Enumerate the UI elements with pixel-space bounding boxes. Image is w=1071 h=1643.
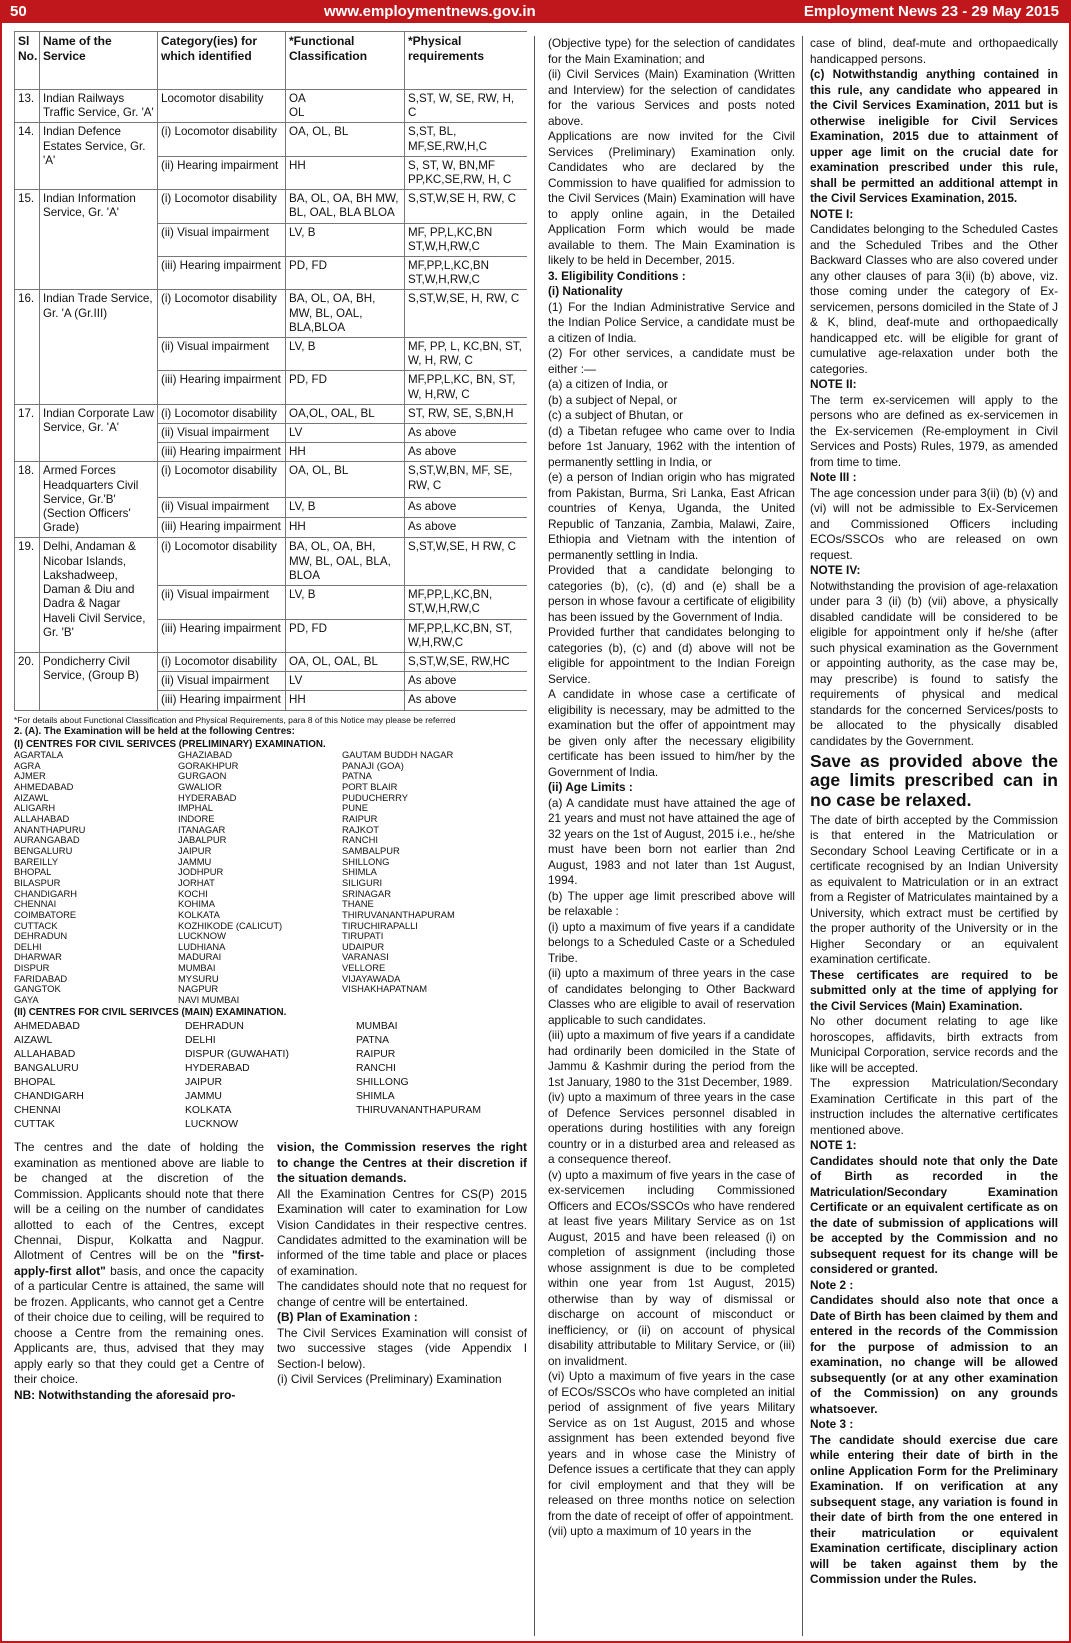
physical-cell: MF,PP,L,KC, BN, ST, W, H,RW, C: [405, 371, 528, 404]
centre-name: SILIGURI: [342, 877, 383, 888]
centre-name: KOLKATA: [185, 1105, 232, 1117]
centre-name: AJMER: [14, 771, 46, 782]
centre-name: SRINAGAR: [342, 888, 391, 899]
column-divider: [534, 36, 535, 1636]
centre-name: CUTTACK: [14, 920, 58, 931]
category-cell: (i) Locomotor disability: [158, 123, 286, 156]
functional-cell: BA, OL, OA, BH, MW, BL, OAL, BLA, BLOA: [286, 538, 405, 586]
paragraph: (c) Notwithstandig anything contained in this rule, any candidate who appeared in the Civil Services Examination, 2011 but is otherwise ineligible for Civil Services Examination, 2015 due to attainment of upper age limit on the crucial date for examination prescribed under this rule, shall be permitted an additional attempt in the Civil Services Examination, 2015.: [810, 67, 1058, 205]
table-row: [15, 190, 528, 223]
low-vision-text: All the Examination Centres for CS(P) 2015 Examination will cater to examination for Low Vision Candidates in their respective centres. Candidates admitted to the examination will be informed of the time table and place or places of examination.: [277, 1186, 527, 1278]
functional-cell: HH: [286, 691, 405, 710]
centre-name: THIRUVANANTHAPURAM: [342, 909, 455, 920]
functional-cell: LV: [286, 424, 405, 443]
table-row: [15, 404, 528, 423]
nb-text: NB: Notwithstanding the aforesaid pro-: [14, 1387, 236, 1402]
centre-name: AIZAWL: [14, 1035, 53, 1047]
centre-name: MUMBAI: [356, 1021, 398, 1033]
physical-cell: S,ST,W,SE H, RW, C: [405, 190, 528, 223]
list-item: (e) a person of Indian origin who has migrated from Pakistan, Burma, Sri Lanka, East African countries of Kenya, Uganda, the United Republic of Tanzania, Zambia, Malawi, Zaire, Ethiopia and Vietnam with the intention of permanently settling in India.: [548, 470, 795, 562]
centre-name: ITANAGAR: [178, 824, 226, 835]
prelim-centres-list: [14, 750, 527, 1006]
serial-cell: 18.: [15, 462, 40, 538]
paragraph: The date of birth accepted by the Commission is that entered in the Matriculation or Secondary School Leaving Certificate or in a certificate recognised by an Indian University as equivalent to Matriculation or in an extract from a Register of Matriculates maintained by a University, which extract must be certified by the proper authority of the University or in the Higher Secondary or an equivalent examination certificate.: [810, 812, 1058, 967]
category-cell: Locomotor disability: [158, 90, 286, 123]
centre-name: JAIPUR: [185, 1077, 222, 1089]
functional-cell: LV: [286, 672, 405, 691]
centre-name: SHIMLA: [356, 1091, 395, 1103]
category-cell: (i) Locomotor disability: [158, 404, 286, 423]
physical-cell: MF, PP, L, KC,BN, ST, W, H, RW, C: [405, 338, 528, 371]
centre-name: BENGALURU: [14, 845, 73, 856]
physical-cell: As above: [405, 691, 528, 710]
centre-name: PUDUCHERRY: [342, 792, 408, 803]
category-cell: (iii) Hearing impairment: [158, 619, 286, 652]
centre-name: DEHRADUN: [14, 931, 68, 942]
column-header: Name of the Service: [40, 32, 158, 90]
plan-heading: (B) Plan of Examination :: [277, 1310, 418, 1325]
note-heading: NOTE II:: [810, 377, 857, 391]
eligibility-heading: 3. Eligibility Conditions :: [548, 268, 686, 283]
centre-name: RAJKOT: [342, 824, 379, 835]
category-cell: (ii) Visual impairment: [158, 497, 286, 517]
functional-cell: LV, B: [286, 586, 405, 619]
paragraph: The age concession under para 3(ii) (b) (v) and (vi) will not be admissible to Ex-Servicemen and Commissioned Officers including ECOs/SSCOs who are released on own request.: [810, 485, 1058, 562]
paragraph: The candidate should exercise due care while entering their date of birth in the online Application Form for the Preliminary Examination. If on verification at any subsequent stage, any variation is found in their date of birth from the one entered in their matriculation or equivalent Examination certificate, disciplinary action will be taken against them by the Commission under the Rules.: [810, 1432, 1058, 1587]
physical-cell: S,ST, W, SE, RW, H, C: [405, 90, 528, 123]
main-centres-list: [14, 1020, 527, 1132]
centre-name: BANGALURU: [14, 1063, 79, 1075]
centre-name: BHOPAL: [14, 1077, 56, 1089]
left-column: [14, 31, 527, 1639]
service-name-cell: Pondicherry Civil Service, (Group B): [40, 652, 158, 710]
note-heading: Note 3 :: [810, 1417, 854, 1432]
table-row: [15, 462, 528, 497]
paragraph: (vi) Upto a maximum of five years in the case of ECOs/SSCOs who have completed an initial period of assignment of five years Military Service as on 1st August, 2015 and whose assignment has been extended beyond five years and in whose case the Ministry of Defence issues a certificate that they can apply for civil employment and that they will be released on three months notice on selection from the date of receipt of offer of appointment.: [548, 1369, 795, 1523]
functional-cell: LV, B: [286, 497, 405, 517]
physical-cell: As above: [405, 672, 528, 691]
physical-cell: S, ST, W, BN,MF PP,KC,SE,RW, H, C: [405, 156, 528, 189]
centre-name: GHAZIABAD: [178, 750, 233, 761]
functional-cell: PD, FD: [286, 619, 405, 652]
table-row: [15, 90, 528, 123]
paragraph: A candidate in whose case a certificate of eligibility is necessary, may be admitted to the examination but the offer of appointment may be given only after the necessary eligibility certificate has been issued to him/her by the Government of India.: [548, 687, 795, 779]
centre-name: HYDERABAD: [178, 792, 237, 803]
physical-cell: ST, RW, SE, S,BN,H: [405, 404, 528, 423]
notes-column: [810, 36, 1058, 1642]
serial-cell: 20.: [15, 652, 40, 710]
page-banner: [2, 2, 1071, 23]
physical-cell: As above: [405, 518, 528, 538]
centre-name: JABALPUR: [178, 835, 227, 846]
table-row: [15, 538, 528, 586]
prelim-centres-heading: (I) CENTRES FOR CIVIL SERIVCES (PRELIMINARY) EXAMINATION.: [14, 738, 326, 750]
category-cell: (ii) Visual impairment: [158, 586, 286, 619]
bottom-text: [14, 1140, 527, 1403]
centre-name: BHOPAL: [14, 867, 52, 878]
serial-cell: 16.: [15, 290, 40, 404]
paragraph: Applications are now invited for the Civil Services (Preliminary) Examination only. Candidates who are declared by the Commission to have qualified for admission to the Civil Services (Main) Examination will have to apply online again, in the Detailed Application Form which would be made available to them. The Main Examination is likely to be held in December, 2015.: [548, 129, 795, 267]
note-heading: NOTE I:: [810, 206, 854, 221]
note-heading: Note III :: [810, 470, 857, 484]
paragraph: The term ex-servicemen will apply to the persons who are defined as ex-servicemen in the Ex-servicemen (Re-employment in Civil Services and Posts) Rules, 1979, as amended from time to time.: [810, 392, 1058, 469]
category-cell: (i) Locomotor disability: [158, 538, 286, 586]
centre-name: SHILLONG: [342, 856, 390, 867]
centre-name: GORAKHPUR: [178, 760, 239, 771]
category-cell: (i) Locomotor disability: [158, 652, 286, 671]
centre-name: INDORE: [178, 813, 215, 824]
centre-name: NAVI MUMBAI: [178, 995, 240, 1006]
category-cell: (i) Locomotor disability: [158, 190, 286, 223]
physical-cell: MF,PP,L,KC,BN ST,W,H,RW,C: [405, 257, 528, 290]
functional-cell: OA, OL, BL: [286, 462, 405, 497]
column-header: Sl No.: [15, 32, 40, 90]
first-apply-first-allot: "first-apply-first allot": [14, 1248, 265, 1278]
paragraph: (Objective type) for the selection of candidates for the Main Examination; and: [548, 36, 795, 66]
note-heading: NOTE IV:: [810, 563, 861, 577]
centre-name: DISPUR: [14, 963, 50, 974]
paragraph: Notwithstanding the provision of age-relaxation under para 3 (ii) (b) (vii) above, a physically disabled candidate will be considered to be eligible for appointment only if he/she (after such physical examination as the Government or appointing authority, as the case may be, may prescribe) is found to satisfy the requirements of physical and medical standards for the concerned Services/posts to be allocated to the physically disabled candidates by the Government.: [810, 578, 1058, 748]
physical-cell: S,ST,W,SE, H RW, C: [405, 538, 528, 586]
centre-name: RAIPUR: [356, 1049, 396, 1061]
centre-name: PATNA: [356, 1035, 390, 1047]
issue-label: Employment News 23 - 29 May 2015: [803, 3, 1059, 20]
note-heading: NOTE 1:: [810, 1138, 857, 1153]
table-row: [15, 123, 528, 156]
commission-reserves-text: vision, the Commission reserves the right to change the Centres at their discretion if the situation demands.: [277, 1140, 527, 1186]
centre-name: THIRUVANANTHAPURAM: [356, 1105, 482, 1117]
physical-cell: As above: [405, 424, 528, 443]
list-item: (c) a subject of Bhutan, or: [548, 408, 684, 422]
centre-name: SHIMLA: [342, 867, 377, 878]
centre-name: SAMBALPUR: [342, 845, 400, 856]
centre-name: TIRUCHIRAPALLI: [342, 920, 418, 931]
physical-cell: MF,PP,L,KC,BN, ST,W,H,RW,C: [405, 586, 528, 619]
functional-cell: HH: [286, 443, 405, 462]
centre-name: AURANGABAD: [14, 835, 80, 846]
age-limits-heading: (ii) Age Limits :: [548, 780, 633, 794]
page-number: 50: [10, 3, 27, 20]
paragraph: The expression Matriculation/Secondary Examination Certificate in this part of the instruction includes the alternative certificates mentioned above.: [810, 1076, 1058, 1137]
serial-cell: 14.: [15, 123, 40, 190]
centre-name: VELLORE: [342, 963, 386, 974]
prelim-exam-text: (i) Civil Services (Preliminary) Examination: [277, 1372, 502, 1387]
centre-name: GAYA: [14, 995, 39, 1006]
category-cell: (ii) Visual impairment: [158, 672, 286, 691]
centre-name: ANANTHAPURU: [14, 824, 86, 835]
functional-cell: HH: [286, 156, 405, 189]
centre-name: DELHI: [14, 941, 42, 952]
serial-cell: 15.: [15, 190, 40, 290]
centre-name: GANGTOK: [14, 984, 61, 995]
centre-name: AHMEDABAD: [14, 1021, 80, 1033]
list-item: (d) a Tibetan refugee who came over to India before 1st January, 1962 with the intention of permanently settling in India, or: [548, 423, 795, 469]
service-name-cell: Indian Railways Traffic Service, Gr. 'A': [40, 90, 158, 123]
functional-cell: LV, B: [286, 223, 405, 256]
centre-name: ALLAHABAD: [14, 1049, 76, 1061]
service-name-cell: Delhi, Andaman & Nicobar Islands, Lakshadweep, Daman & Diu and Dadra & Nagar Haveli Civil Service, Gr. 'B': [40, 538, 158, 652]
note-heading: Note 2 :: [810, 1277, 854, 1292]
centre-name: DELHI: [185, 1035, 216, 1047]
paragraph: Candidates belonging to the Scheduled Castes and the Scheduled Tribes and the Other Backward Classes who are also covered under any other clauses of para 3(ii) (b) above, viz. those coming under the category of Ex-servicemen, persons domiciled in the State of J & K, blind, deaf-mute and orthopaedically handicapped etc. will be eligible for grant of cumulative age-relaxation under both the categories.: [810, 222, 1058, 376]
paragraph: case of blind, deaf-mute and orthopaedically handicapped persons.: [810, 36, 1058, 66]
centre-name: PATNA: [342, 771, 372, 782]
centre-name: JAMMU: [185, 1091, 222, 1103]
centre-name: LUCKNOW: [178, 931, 226, 942]
website-url[interactable]: www.employmentnews.gov.in: [324, 3, 536, 20]
service-name-cell: Indian Trade Service, Gr. 'A (Gr.III): [40, 290, 158, 404]
functional-cell: PD, FD: [286, 371, 405, 404]
centre-name: KOLKATA: [178, 909, 220, 920]
category-cell: (iii) Hearing impairment: [158, 257, 286, 290]
centre-name: MUMBAI: [178, 963, 216, 974]
centre-name: SHILLONG: [356, 1077, 409, 1089]
paragraph: (ii) Civil Services (Main) Examination (Written and Interview) for the selection of candidates for the various Services and posts noted above.: [548, 67, 795, 128]
age-limits-callout: Save as provided above the age limits prescribed can in no case be relaxed.: [810, 751, 1058, 810]
centre-name: LUDHIANA: [178, 941, 226, 952]
paragraph: Provided further that candidates belonging to categories (b), (c) and (d) above will not be eligible for appointment to the Indian Foreign Service.: [548, 625, 795, 686]
service-name-cell: Armed Forces Headquarters Civil Service, Gr.'B' (Section Officers' Grade): [40, 462, 158, 538]
centre-name: THANE: [342, 899, 374, 910]
centre-name: LUCKNOW: [185, 1119, 239, 1131]
category-cell: (i) Locomotor disability: [158, 290, 286, 338]
category-cell: (iii) Hearing impairment: [158, 443, 286, 462]
centre-name: AHMEDABAD: [14, 781, 74, 792]
paragraph: (ii) upto a maximum of three years in the case of candidates belonging to Other Backward Classes who are eligible to avail of reservation applicable to such candidates.: [548, 966, 795, 1027]
functional-cell: OA OL: [286, 90, 405, 123]
centre-name: AGRA: [14, 760, 41, 771]
centre-name: MYSURU: [178, 973, 219, 984]
physical-cell: MF, PP,L,KC,BN ST,W,H,RW,C: [405, 223, 528, 256]
centre-name: GWALIOR: [178, 781, 222, 792]
functional-cell: BA, OL, OA, BH, MW, BL, OAL, BLA,BLOA: [286, 290, 405, 338]
functional-cell: OA, OL, BL: [286, 123, 405, 156]
centre-name: PANAJI (GOA): [342, 760, 404, 771]
physical-cell: MF,PP,L,KC,BN, ST, W,H,RW,C: [405, 619, 528, 652]
physical-cell: As above: [405, 443, 528, 462]
centre-name: RANCHI: [356, 1063, 396, 1075]
centre-name: [342, 995, 527, 1006]
category-cell: (i) Locomotor disability: [158, 462, 286, 497]
no-change-text: The candidates should note that no request for change of centre will be entertained.: [277, 1279, 527, 1309]
functional-cell: LV, B: [286, 338, 405, 371]
paragraph: (2) For other services, a candidate must be either :—: [548, 346, 795, 376]
centre-name: ALIGARH: [14, 803, 56, 814]
functional-cell: OA, OL, OAL, BL: [286, 652, 405, 671]
centre-name: DHARWAR: [14, 952, 62, 963]
centre-name: KOCHI: [178, 888, 208, 899]
centre-name: TIRUPATI: [342, 931, 384, 942]
centres-intro: 2. (A). The Examination will be held at the following Centres:: [14, 725, 295, 737]
centre-name: COIMBATORE: [14, 909, 77, 920]
centre-name: DISPUR (GUWAHATI): [185, 1049, 289, 1061]
centre-name: FARIDABAD: [14, 973, 68, 984]
physical-cell: S,ST,W,BN, MF, SE, RW, C: [405, 462, 528, 497]
paragraph: (1) For the Indian Administrative Service and the Indian Police Service, a candidate must be a citizen of India.: [548, 299, 795, 345]
centre-name: ALLAHABAD: [14, 813, 70, 824]
service-table-body: [15, 90, 528, 711]
list-item: (b) a subject of Nepal, or: [548, 392, 678, 407]
service-name-cell: Indian Information Service, Gr. 'A': [40, 190, 158, 290]
centre-name: IMPHAL: [178, 803, 213, 814]
physical-cell: S,ST,W,SE, H, RW, C: [405, 290, 528, 338]
centre-name: BILASPUR: [14, 877, 61, 888]
centre-name: CHANDIGARH: [14, 888, 78, 899]
category-cell: (iii) Hearing impairment: [158, 371, 286, 404]
centre-name: PUNE: [342, 803, 369, 814]
paragraph: Provided that a candidate belonging to categories (b), (c), (d) and (e) shall be a person in whose favour a certificate of eligibility has been issued by the Government of India.: [548, 563, 795, 624]
table-row: [15, 652, 528, 671]
serial-cell: 13.: [15, 90, 40, 123]
centre-name: GAUTAM BUDDH NAGAR: [342, 750, 454, 761]
centre-name: VISHAKHAPATNAM: [342, 984, 428, 995]
bottom-mid-text: [277, 1140, 527, 1403]
serial-cell: 19.: [15, 538, 40, 652]
column-header: Category(ies) for which identified: [158, 32, 286, 90]
centre-name: KOHIMA: [178, 899, 215, 910]
category-cell: (ii) Hearing impairment: [158, 156, 286, 189]
table-footnote: *For details about Functional Classification and Physical Requirements, para 8 of this Notice may please be referred: [14, 714, 456, 725]
paragraph: (b) The upper age limit prescribed above will be relaxable :: [548, 888, 795, 918]
centre-name: AGARTALA: [14, 750, 64, 761]
centre-name: VARANASI: [342, 952, 389, 963]
centre-name: MADURAI: [178, 952, 222, 963]
plan-text: The Civil Services Examination will consist of two successive stages (vide Appendix I Section-I below).: [277, 1325, 527, 1371]
nationality-heading: (i) Nationality: [548, 284, 623, 298]
functional-cell: PD, FD: [286, 257, 405, 290]
category-cell: (ii) Visual impairment: [158, 338, 286, 371]
centre-name: GURGAON: [178, 771, 227, 782]
centre-name: NAGPUR: [178, 984, 219, 995]
centres-ceiling-text: basis, and once the capacity of a particular Centre is attained, the same will be frozen. Applicants, who cannot get a Centre of their choice due to ceiling, will be required to choose a Centre from the remaining ones. Applicants are, thus, advised that they may apply early so that they could get a Centre of their choice.: [14, 1263, 264, 1387]
centre-name: CHENNAI: [14, 899, 57, 910]
main-centres-heading: (II) CENTRES FOR CIVIL SERIVCES (MAIN) EXAMINATION.: [14, 1006, 287, 1018]
centre-name: JORHAT: [178, 877, 215, 888]
paragraph: (i) upto a maximum of five years if a candidate belongs to a Scheduled Caste or a Scheduled Tribe.: [548, 919, 795, 965]
paragraph: (iv) upto a maximum of three years in the case of Defence Services personnel disabled in operations during hostilities with any foreign country or in a disturbed area and released as a consequence thereof.: [548, 1090, 795, 1166]
category-cell: (iii) Hearing impairment: [158, 518, 286, 538]
service-name-cell: Indian Corporate Law Service, Gr. 'A': [40, 404, 158, 462]
centres-change-text: The centres and the date of holding the examination as mentioned above are liable to be changed at the discretion of the Commission. Applicants should note that there will be a ceiling on the number of candidates allotted to each of the Centres, except Chennai, Dispur, Kolkatta and Nagpur. Allotment of Centres will be on the: [14, 1140, 264, 1263]
centre-name: CHANDIGARH: [14, 1091, 84, 1103]
table-header-row: [15, 32, 528, 90]
column-divider: [802, 36, 803, 1636]
eligibility-column: [548, 36, 795, 1642]
centre-name: VIJAYAWADA: [342, 973, 401, 984]
paragraph: These certificates are required to be submitted only at the time of applying for the Civil Services (Main) Examination.: [810, 967, 1058, 1013]
category-cell: (ii) Visual impairment: [158, 223, 286, 256]
centre-name: DEHRADUN: [185, 1021, 244, 1033]
centre-name: CHENNAI: [14, 1105, 61, 1117]
column-header: *Functional Classification: [286, 32, 405, 90]
category-cell: (iii) Hearing impairment: [158, 691, 286, 710]
category-cell: (ii) Visual impairment: [158, 424, 286, 443]
list-item: (a) a citizen of India, or: [548, 377, 668, 391]
centre-name: RANCHI: [342, 835, 378, 846]
functional-cell: BA, OL, OA, BH MW, BL, OAL, BLA BLOA: [286, 190, 405, 223]
centre-name: UDAIPUR: [342, 941, 385, 952]
paragraph: (v) upto a maximum of five years in the case of ex-servicemen including Commissioned Officers and ECOs/SSCOs who have rendered at least five years Military Service as on 1st August, 2015 and have been released (i) on completion of assignment (including those whose assignment is due to be completed within one year from 1st August, 2015) otherwise than by way of dismissal or discharge on account of misconduct or inefficiency, or (ii) on account of physical disability attributable to Military Service, or (iii) on invalidment.: [548, 1167, 795, 1368]
functional-cell: HH: [286, 518, 405, 538]
centre-name: KOZHIKODE (CALICUT): [178, 920, 283, 931]
functional-cell: OA,OL, OAL, BL: [286, 404, 405, 423]
paragraph: Candidates should note that only the Date of Birth as recorded in the Matriculation/Secondary Examination Certificate or an equivalent certificate as on the date of submission of applications will be accepted by the Commission and no subsequent request for its change will be considered or granted.: [810, 1153, 1058, 1277]
centre-name: [356, 1118, 526, 1132]
physical-cell: As above: [405, 497, 528, 517]
column-header: *Physical requirements: [405, 32, 528, 90]
centre-name: PORT BLAIR: [342, 781, 398, 792]
service-name-cell: Indian Defence Estates Service, Gr. 'A': [40, 123, 158, 190]
paragraph: (iii) upto a maximum of five years if a candidate had ordinarily been domiciled in the State of Jammu & Kashmir during the period from the 1st January, 1980 to the 31st December, 1989.: [548, 1028, 795, 1089]
centre-name: CUTTAK: [14, 1119, 55, 1131]
centre-name: RAIPUR: [342, 813, 378, 824]
paragraph: (a) A candidate must have attained the age of 21 years and must not have attained the age of 32 years on the 1st of August, 2015 i.e., he/she must have been born not earlier than 2nd August, 1983 and not later than 1st August, 1994.: [548, 795, 795, 887]
centre-name: HYDERABAD: [185, 1063, 250, 1075]
paragraph: (vii) upto a maximum of 10 years in the: [548, 1524, 752, 1538]
centre-name: JODHPUR: [178, 867, 224, 878]
paragraph: Candidates should also note that once a Date of Birth has been claimed by them and entered in the records of the Commission for the purpose of admission to an examination, no change will be allowed subsequently (or at any other examination of the Commission) on any grounds whatsoever.: [810, 1293, 1058, 1416]
table-row: [15, 290, 528, 338]
bottom-left-text: [14, 1140, 264, 1403]
physical-cell: S,ST,W,SE, RW,HC: [405, 652, 528, 671]
centre-name: AIZAWL: [14, 792, 49, 803]
centre-name: BAREILLY: [14, 856, 59, 867]
centre-name: JAIPUR: [178, 845, 212, 856]
physical-cell: S,ST, BL, MF,SE,RW,H,C: [405, 123, 528, 156]
serial-cell: 17.: [15, 404, 40, 462]
service-table: [14, 31, 527, 711]
paragraph: No other document relating to age like horoscopes, affidavits, birth extracts from Municipal Corporation, service records and the like will be accepted.: [810, 1014, 1058, 1075]
centre-name: JAMMU: [178, 856, 212, 867]
